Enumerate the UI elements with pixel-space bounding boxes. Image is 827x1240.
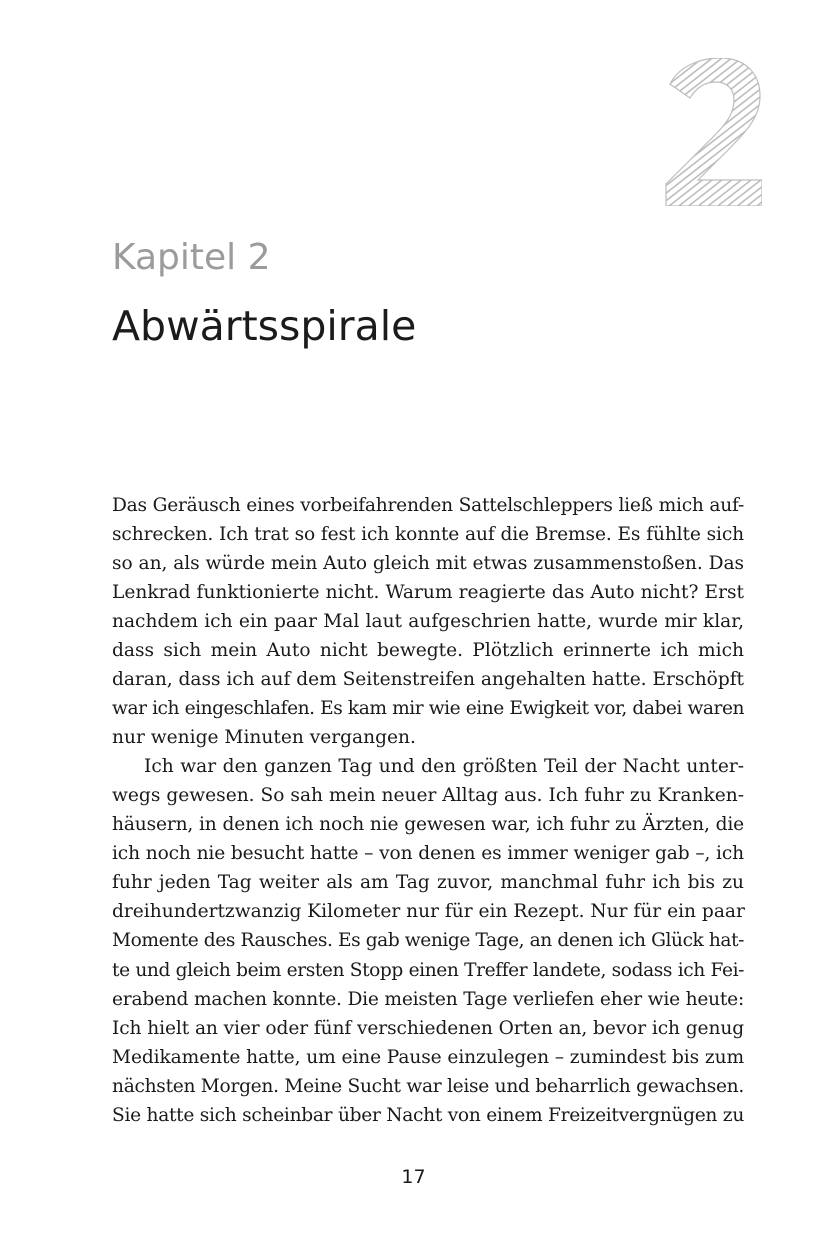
text-line: dreihundertzwanzig Kilometer nur für ein Rezept. Nur für ein paar: [112, 901, 745, 923]
page-number: 17: [401, 1166, 426, 1188]
text-line: Ich hielt an vier oder fünf verschiedenen Orten an, bevor ich genug: [112, 1017, 744, 1039]
text-line: dass sich mein Auto nicht bewegte. Plötzlich erinnerte ich mich: [112, 640, 744, 662]
chapter-title: Abwärtsspirale: [112, 302, 417, 350]
text-line: Momente des Rausches. Es gab wenige Tage, an denen ich Glück hat-: [112, 930, 744, 952]
text-line: erabend machen konnte. Die meisten Tage verliefen eher wie heute:: [112, 988, 744, 1010]
text-line: nachdem ich ein paar Mal laut aufgeschrien hatte, wurde mir klar,: [112, 611, 744, 633]
paragraph: [112, 752, 744, 1129]
text-line: Sie hatte sich scheinbar über Nacht von einem Freizeitvergnügen zu: [112, 1104, 744, 1126]
chapter-label: Kapitel 2: [112, 237, 271, 278]
text-line: Das Geräusch eines vorbeifahrenden Sattelschleppers ließ mich auf-: [112, 495, 744, 516]
text-line: so an, als würde mein Auto gleich mit etwas zusammenstoßen. Das: [112, 553, 744, 575]
text-line: schrecken. Ich trat so fest ich konnte auf die Bremse. Es fühlte sich: [112, 524, 744, 546]
text-line: Lenkrad funktionierte nicht. Warum reagierte das Auto nicht? Erst: [112, 582, 744, 604]
text-line: Medikamente hatte, um eine Pause einzulegen – zumindest bis zum: [112, 1046, 744, 1068]
text-line: war ich eingeschlafen. Es kam mir wie eine Ewigkeit vor, dabei waren: [112, 698, 744, 720]
text-line: nur wenige Minuten vergangen.: [112, 727, 416, 749]
text-line: te und gleich beim ersten Stopp einen Treffer landete, sodass ich Fei-: [112, 959, 744, 981]
text-line: daran, dass ich auf dem Seitenstreifen angehalten hatte. Erschöpft: [112, 669, 744, 691]
paragraph: [112, 491, 744, 752]
text-line: fuhr jeden Tag weiter als am Tag zuvor, manchmal fuhr ich bis zu: [112, 872, 744, 894]
body-text: [112, 491, 744, 1130]
text-line: Ich war den ganzen Tag und den größten Teil der Nacht unter-: [144, 756, 744, 778]
chapter-numeral-graphic: [662, 58, 762, 206]
text-line: häusern, in denen ich noch nie gewesen war, ich fuhr zu Ärzten, die: [112, 814, 744, 836]
text-line: nächsten Morgen. Meine Sucht war leise und beharrlich gewachsen.: [112, 1075, 744, 1097]
text-line: ich noch nie besucht hatte – von denen es immer weniger gab –, ich: [112, 843, 744, 865]
text-line: wegs gewesen. So sah mein neuer Alltag aus. Ich fuhr zu Kranken-: [112, 785, 744, 807]
